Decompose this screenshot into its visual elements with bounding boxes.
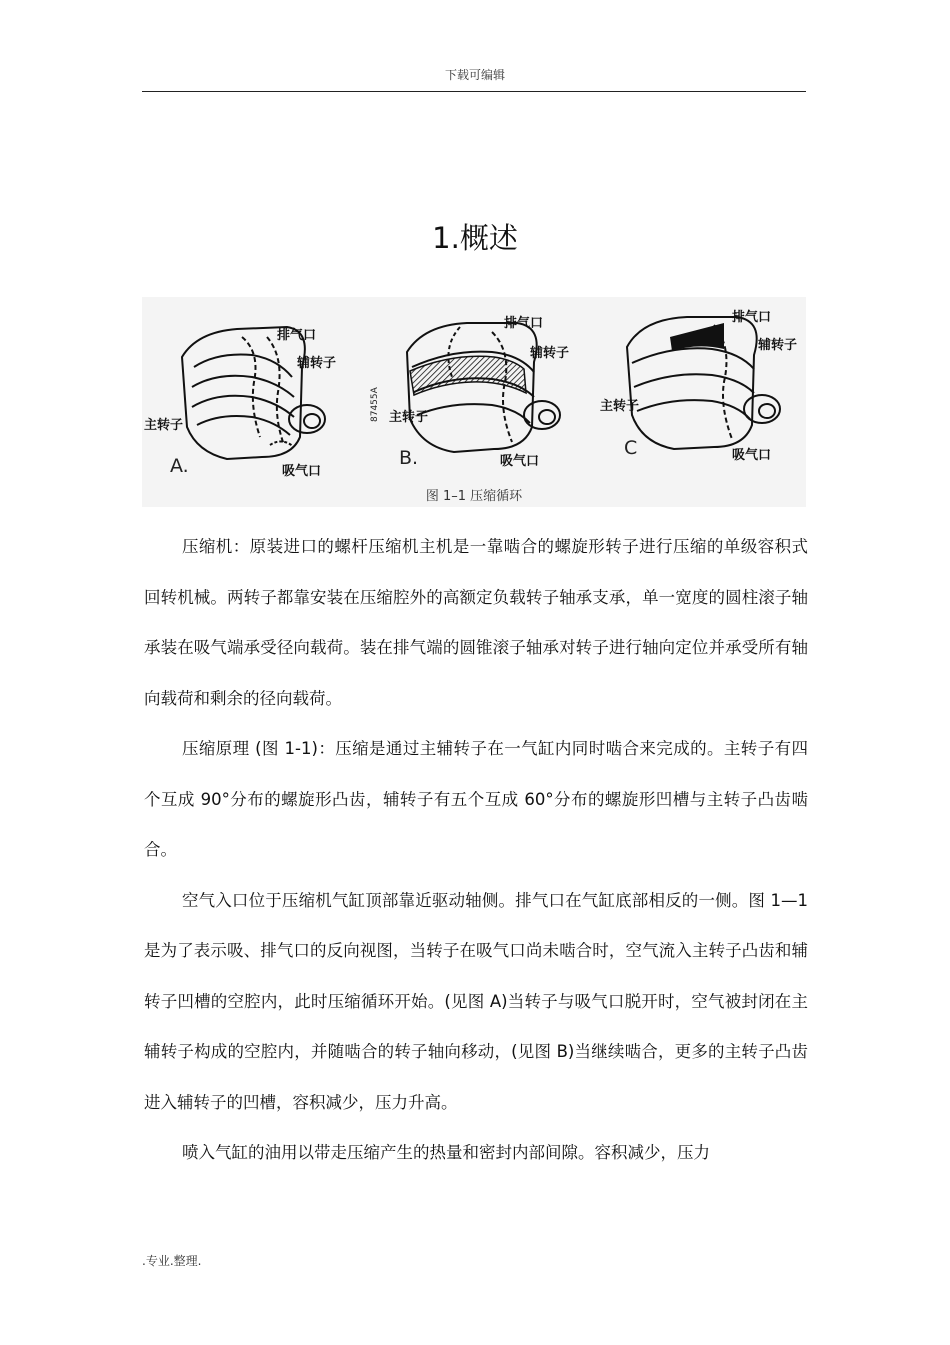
panel-c-discharge-region: [670, 323, 724, 351]
panel-a-discharge-label: 排气口: [277, 328, 317, 343]
body-text: [144, 522, 808, 1179]
panel-b-main-rotor-label: 主转子: [389, 410, 429, 425]
panel-a-drawing: [182, 327, 325, 459]
panel-b-compressed-region: [410, 356, 526, 395]
panel-b-letter: B.: [399, 447, 419, 469]
page-footer: .专业.整理.: [142, 1254, 202, 1268]
panel-b-aux-rotor-label: 辅转子: [530, 346, 570, 361]
figure-side-code: 87455A: [370, 387, 380, 422]
panel-a-aux-rotor-label: 辅转子: [297, 356, 337, 371]
paragraph-compression-principle: 压缩原理 (图 1-1)：压缩是通过主辅转子在一气缸内同时啮合来完成的。主转子有四个互成 90°分布的螺旋形凸齿，辅转子有五个互成 60°分布的螺旋形凹槽与主转子凸齿啮合。: [144, 739, 808, 859]
panel-c-intake-label: 吸气口: [732, 448, 772, 463]
compression-cycle-figure: [142, 297, 806, 507]
panel-a-intake-label: 吸气口: [282, 464, 322, 479]
page-header: 下载可编辑: [444, 68, 505, 82]
page-title: 1.概述: [432, 221, 518, 255]
panel-b-discharge-label: 排气口: [504, 316, 544, 331]
panel-b-intake-label: 吸气口: [500, 454, 540, 469]
panel-c-discharge-label: 排气口: [732, 310, 772, 325]
panel-c-letter: C: [624, 437, 638, 459]
paragraph-air-intake: 空气入口位于压缩机气缸顶部靠近驱动轴侧。排气口在气缸底部相反的一侧。图 1—1 是为了表示吸、排气口的反向视图，当转子在吸气口尚未啮合时，空气流入主转子凸齿和辅转子凹槽的空腔内，此时压缩循环开始。(见图 A)当转子与吸气口脱开时，空气被封闭在主辅转子构成的空腔内，并随啮合的转子轴向移动，(见图 B)当继续啮合，更多的主转子凸齿进入辅转子的凹槽，容积减少，压力升高。: [144, 890, 808, 1112]
panel-c-aux-rotor-label: 辅转子: [758, 338, 798, 353]
paragraph-compressor: 压缩机：原装进口的螺杆压缩机主机是一靠啮合的螺旋形转子进行压缩的单级容积式回转机械。两转子都靠安装在压缩腔外的高额定负载转子轴承支承，单一宽度的圆柱滚子轴承装在吸气端承受径向载荷。装在排气端的圆锥滚子轴承对转子进行轴向定位并承受所有轴向载荷和剩余的径向载荷。: [144, 537, 808, 708]
panel-a-letter: A.: [170, 455, 189, 477]
panel-c-main-rotor-label: 主转子: [600, 399, 640, 414]
panel-a-main-rotor-label: 主转子: [144, 418, 184, 433]
figure-caption: 图 1–1 压缩循环: [425, 489, 523, 504]
header-rule: [142, 91, 806, 92]
paragraph-oil-injection: 喷入气缸的油用以带走压缩产生的热量和密封内部间隙。容积减少，压力: [181, 1143, 710, 1162]
